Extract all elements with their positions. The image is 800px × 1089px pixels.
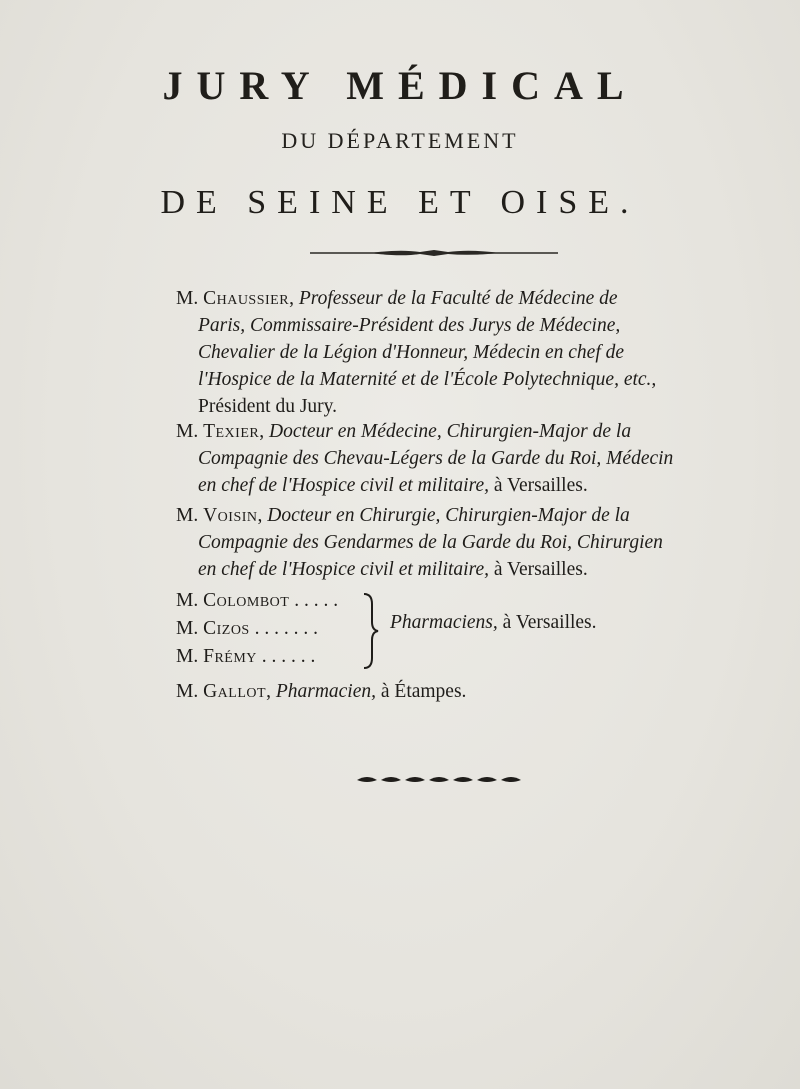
member-name: Voisin <box>203 505 258 526</box>
member-place: à Étampes. <box>380 681 467 702</box>
member-prefix: M. <box>176 590 199 611</box>
member-title-line: l'Hospice de la Maternité et de l'École Polytechnique, etc., <box>198 369 657 390</box>
page-title: JURY MÉDICAL <box>162 63 638 108</box>
member-prefix: M. <box>176 646 199 667</box>
pharmacist-row <box>176 590 338 612</box>
member-name: Texier <box>203 421 260 442</box>
member-prefix: M. <box>176 288 199 309</box>
member-entry-gallot <box>176 678 716 705</box>
member-title-line: Professeur de la Faculté de Médecine de <box>298 288 618 309</box>
member-separator: , <box>266 681 271 702</box>
member-name: Gallot <box>203 681 267 702</box>
member-entry-chaussier <box>176 285 716 420</box>
member-name: Colombot <box>203 590 290 611</box>
member-title-line: Docteur en Chirurgie, Chirurgien-Major de la <box>267 505 630 526</box>
member-place: à Versailles. <box>493 475 588 496</box>
member-title-line: Docteur en Médecine, Chirurgien-Major de la <box>268 421 632 442</box>
member-title-line: en chef de l'Hospice civil et militaire, <box>198 475 489 496</box>
member-prefix: M. <box>176 505 199 526</box>
decorative-rule <box>310 248 558 258</box>
page-subtitle: DU DÉPARTEMENT <box>281 128 519 153</box>
member-title-line: Compagnie des Chevau-Légers de la Garde du Roi, Médecin <box>198 448 674 469</box>
pharmacists-place: à Versailles. <box>502 612 597 633</box>
member-name: Cizos <box>203 618 250 639</box>
pharmacist-row <box>176 646 315 668</box>
leader-dots: . . . . . . <box>261 646 316 667</box>
decorative-ornament <box>355 772 523 788</box>
member-title-line: Chevalier de la Légion d'Honneur, Médecin en chef de <box>198 342 625 363</box>
member-role: Président du Jury. <box>198 396 338 417</box>
member-title-line: Paris, Commissaire-Président des Jurys de Médecine, <box>198 315 621 336</box>
member-separator: , <box>259 421 265 442</box>
leader-dots: . . . . . <box>294 590 339 611</box>
pharmacist-row <box>176 618 318 640</box>
member-name: Chaussier <box>203 288 290 309</box>
member-prefix: M. <box>176 618 199 639</box>
member-name: Frémy <box>203 646 257 667</box>
member-role: Pharmacien, <box>275 681 376 702</box>
leader-dots: . . . . . . . <box>254 618 318 639</box>
member-title-line: Compagnie des Gendarmes de la Garde du Roi, Chirurgien <box>198 532 663 553</box>
member-prefix: M. <box>176 421 199 442</box>
member-title-line: en chef de l'Hospice civil et militaire, <box>198 559 489 580</box>
pharmacists-group <box>176 590 696 674</box>
department-title: DE SEINE ET OISE. <box>160 184 640 221</box>
member-separator: , <box>257 505 263 526</box>
pharmacists-role: Pharmaciens, <box>390 612 498 633</box>
member-entry-voisin <box>176 502 716 583</box>
member-separator: , <box>289 288 294 309</box>
member-place: à Versailles. <box>493 559 588 580</box>
member-prefix: M. <box>176 681 199 702</box>
pharmacists-role-label <box>390 612 597 634</box>
curly-brace-icon <box>362 592 380 670</box>
member-entry-texier <box>176 418 716 499</box>
